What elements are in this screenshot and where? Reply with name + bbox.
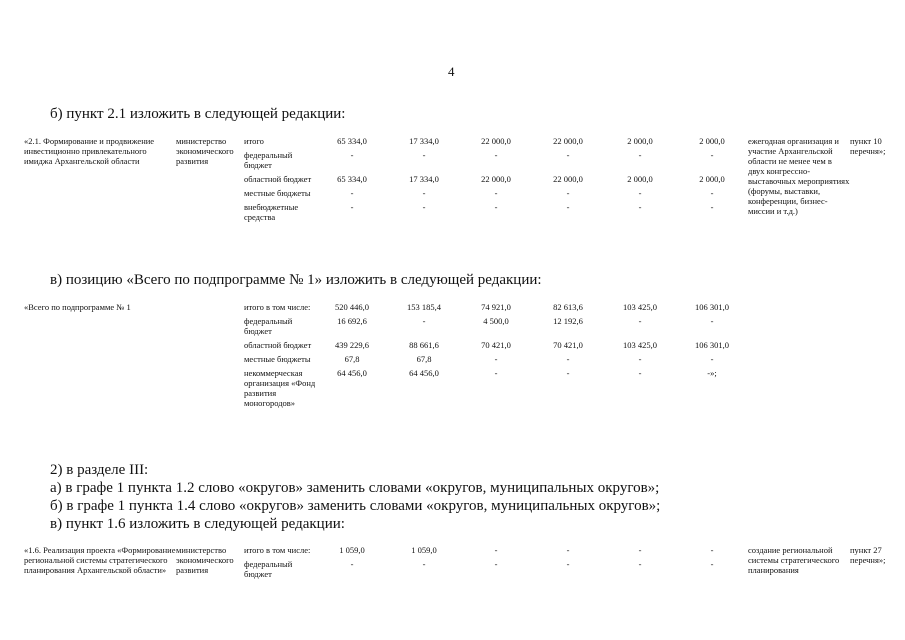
value-cell: 64 456,0 <box>409 368 439 378</box>
value-cell: - <box>422 150 426 160</box>
value-cell: - <box>638 188 642 198</box>
value-cell: - <box>638 354 642 364</box>
value-cell: - <box>494 188 498 198</box>
value-cell: - <box>422 559 426 569</box>
value-cell: - <box>566 559 570 569</box>
value-cell: 74 921,0 <box>481 302 511 312</box>
value-cell: 17 334,0 <box>409 136 439 146</box>
value-cell: 106 301,0 <box>695 302 729 312</box>
part2-line: в) пункт 1.6 изложить в следующей редакции: <box>50 516 345 532</box>
value-cell: - <box>638 559 642 569</box>
table-row <box>24 136 902 150</box>
value-cell: - <box>494 150 498 160</box>
link-text: пункт 10 перечня»; <box>850 136 886 156</box>
value-cell: - <box>566 545 570 555</box>
value-cell: - <box>566 202 570 212</box>
value-cell: - <box>710 150 714 160</box>
value-cell: 103 425,0 <box>623 302 657 312</box>
value-cell: 2 000,0 <box>627 136 653 146</box>
section-b-table <box>24 136 902 226</box>
value-cell: 12 192,6 <box>553 316 583 326</box>
row-label: областной бюджет <box>244 174 312 184</box>
value-cell: - <box>710 188 714 198</box>
value-cell: - <box>422 188 426 198</box>
link-text: пункт 27 перечня»; <box>850 545 886 565</box>
measure-name: «2.1. Формирование и продвижение инвестиционно привлекательного имиджа Архангельской области <box>24 136 155 166</box>
value-cell: - <box>566 368 570 378</box>
result-text: создание региональной системы стратегического планирования <box>748 545 840 575</box>
row-label: федеральный бюджет <box>244 316 293 336</box>
value-cell: 17 334,0 <box>409 174 439 184</box>
value-cell: - <box>350 150 354 160</box>
value-cell: - <box>638 545 642 555</box>
part2-line: а) в графе 1 пункта 1.2 слово «округов» заменить словами «округов, муниципальных округов»; <box>50 480 660 496</box>
value-cell: - <box>638 368 642 378</box>
value-cell: - <box>494 202 498 212</box>
table-row <box>24 302 902 316</box>
value-cell: - <box>494 545 498 555</box>
value-cell: - <box>710 354 714 364</box>
value-cell: 22 000,0 <box>481 136 511 146</box>
value-cell: 2 000,0 <box>699 174 725 184</box>
section-v-table <box>24 302 902 412</box>
measure-name: «1.6. Реализация проекта «Формирование региональной системы стратегического планирования Архангельской области» <box>24 545 176 575</box>
value-cell: - <box>422 316 426 326</box>
table-row <box>24 545 902 559</box>
result-text: ежегодная организация и участие Архангельской области не менее чем в двух конгрессно-выставочных мероприятиях (форумы, выставки, конференции, бизнес-миссии и т.д.) <box>748 136 850 216</box>
row-label: некоммерческая организация «Фонд развития моногородов» <box>244 368 316 408</box>
value-cell: - <box>494 354 498 364</box>
value-cell: 64 456,0 <box>337 368 367 378</box>
value-cell: 1 059,0 <box>339 545 365 555</box>
value-cell: 82 613,6 <box>553 302 583 312</box>
value-cell: - <box>350 188 354 198</box>
value-cell: - <box>638 150 642 160</box>
value-cell: - <box>566 150 570 160</box>
row-label: местные бюджеты <box>244 188 311 198</box>
value-cell: - <box>638 316 642 326</box>
section-v-heading: в) позицию «Всего по подпрограмме № 1» изложить в следующей редакции: <box>50 272 542 288</box>
value-cell: 22 000,0 <box>481 174 511 184</box>
part2-line: б) в графе 1 пункта 1.4 слово «округов» заменить словами «округов, муниципальных округов»; <box>50 498 661 514</box>
part2-line: 2) в разделе III: <box>50 462 149 478</box>
value-cell: -»; <box>707 368 717 378</box>
value-cell: 65 334,0 <box>337 136 367 146</box>
value-cell: - <box>566 188 570 198</box>
row-label: местные бюджеты <box>244 354 311 364</box>
value-cell: 4 500,0 <box>483 316 509 326</box>
value-cell: 70 421,0 <box>481 340 511 350</box>
row-label: федеральный бюджет <box>244 559 293 579</box>
value-cell: 103 425,0 <box>623 340 657 350</box>
value-cell: - <box>710 316 714 326</box>
value-cell: 1 059,0 <box>411 545 437 555</box>
value-cell: 65 334,0 <box>337 174 367 184</box>
executor: министерство экономического развития <box>176 545 234 575</box>
value-cell: 2 000,0 <box>627 174 653 184</box>
value-cell: 70 421,0 <box>553 340 583 350</box>
value-cell: - <box>494 368 498 378</box>
value-cell: - <box>710 559 714 569</box>
section-16-table <box>24 545 902 583</box>
value-cell: 22 000,0 <box>553 136 583 146</box>
value-cell: 88 661,6 <box>409 340 439 350</box>
value-cell: - <box>350 559 354 569</box>
row-label: итого в том числе: <box>244 302 311 312</box>
value-cell: - <box>638 202 642 212</box>
row-label: федеральный бюджет <box>244 150 293 170</box>
executor: министерство экономического развития <box>176 136 234 166</box>
value-cell: 67,8 <box>416 354 432 364</box>
page-number: 4 <box>448 64 455 79</box>
value-cell: 439 229,6 <box>335 340 369 350</box>
part2-paragraphs <box>50 461 660 533</box>
value-cell: 16 692,6 <box>337 316 367 326</box>
measure-name: «Всего по подпрограмме № 1 <box>24 302 131 312</box>
row-label: областной бюджет <box>244 340 312 350</box>
row-label: внебюджетные средства <box>244 202 299 222</box>
value-cell: - <box>710 545 714 555</box>
row-label: итого в том числе: <box>244 545 311 555</box>
value-cell: 2 000,0 <box>699 136 725 146</box>
value-cell: - <box>710 202 714 212</box>
value-cell: 520 446,0 <box>335 302 369 312</box>
value-cell: 153 185,4 <box>407 302 441 312</box>
value-cell: 106 301,0 <box>695 340 729 350</box>
value-cell: - <box>422 202 426 212</box>
row-label: итого <box>244 136 264 146</box>
value-cell: - <box>566 354 570 364</box>
value-cell: - <box>494 559 498 569</box>
section-b-heading: б) пункт 2.1 изложить в следующей редакции: <box>50 106 346 122</box>
value-cell: 22 000,0 <box>553 174 583 184</box>
value-cell: - <box>350 202 354 212</box>
value-cell: 67,8 <box>344 354 360 364</box>
